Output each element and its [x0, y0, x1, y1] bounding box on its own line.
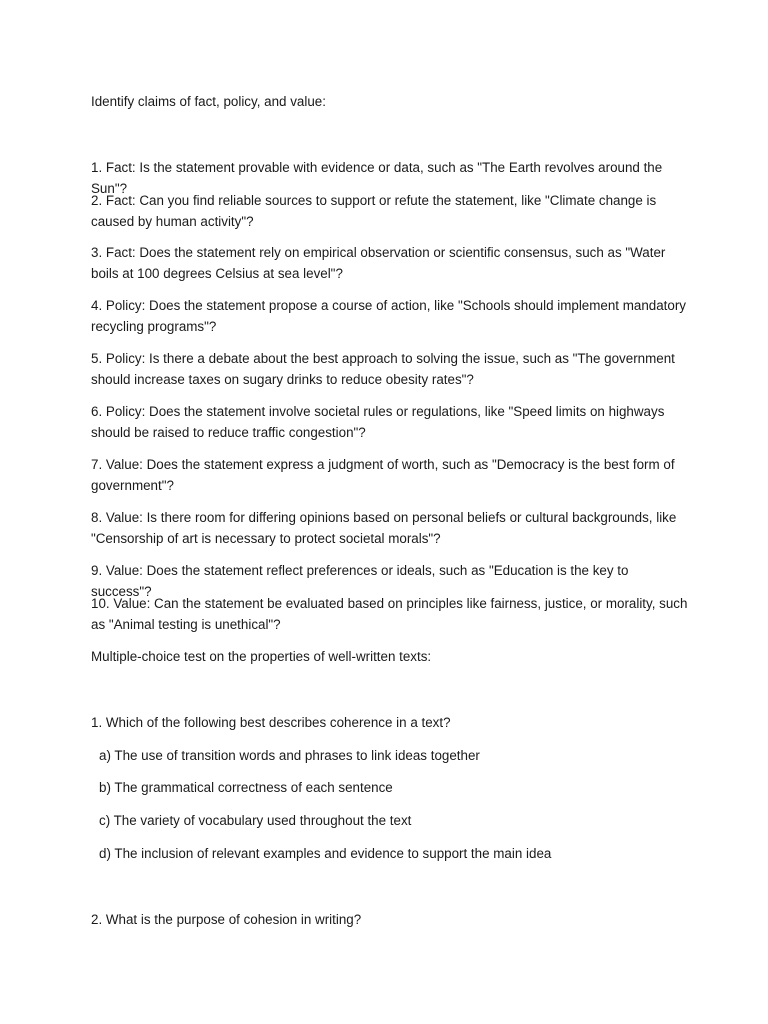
question-1-option-a: a) The use of transition words and phrases to link ideas together	[99, 748, 480, 763]
claim-item-6: 6. Policy: Does the statement involve societal rules or regulations, like "Speed limits on highways should be raised to reduce traffic congestion"?	[91, 404, 665, 440]
test-heading: Multiple-choice test on the properties of well-written texts:	[91, 649, 432, 664]
claim-item-2: 2. Fact: Can you find reliable sources to support or refute the statement, like "Climate change is caused by human activity"?	[91, 193, 657, 229]
claim-item-9: 9. Value: Does the statement reflect preferences or ideals, such as "Education is the key to success"?	[91, 563, 629, 599]
question-1-option-b: b) The grammatical correctness of each sentence	[99, 780, 393, 795]
question-1-option-c: c) The variety of vocabulary used throughout the text	[99, 813, 412, 828]
claim-item-4: 4. Policy: Does the statement propose a course of action, like "Schools should implement mandatory recycling programs"?	[91, 298, 686, 334]
claim-item-5: 5. Policy: Is there a debate about the best approach to solving the issue, such as "The government should increase taxes on sugary drinks to reduce obesity rates"?	[91, 351, 675, 387]
claim-item-7: 7. Value: Does the statement express a judgment of worth, such as "Democracy is the best form of government"?	[91, 457, 675, 493]
question-1-option-d: d) The inclusion of relevant examples and evidence to support the main idea	[99, 846, 552, 861]
claim-item-1: 1. Fact: Is the statement provable with evidence or data, such as "The Earth revolves around the Sun"?	[91, 160, 663, 196]
claims-heading: Identify claims of fact, policy, and value:	[91, 94, 326, 109]
question-2: 2. What is the purpose of cohesion in writing?	[91, 912, 362, 927]
claim-item-3: 3. Fact: Does the statement rely on empirical observation or scientific consensus, such as "Water boils at 100 degrees Celsius at sea level"?	[91, 245, 666, 281]
claim-item-8: 8. Value: Is there room for differing opinions based on personal beliefs or cultural backgrounds, like "Censorship of art is necessary to protect societal morals"?	[91, 510, 677, 546]
claim-item-10: 10. Value: Can the statement be evaluated based on principles like fairness, justice, or morality, such as "Animal testing is unethical"?	[91, 596, 688, 632]
question-1: 1. Which of the following best describes coherence in a text?	[91, 715, 451, 730]
